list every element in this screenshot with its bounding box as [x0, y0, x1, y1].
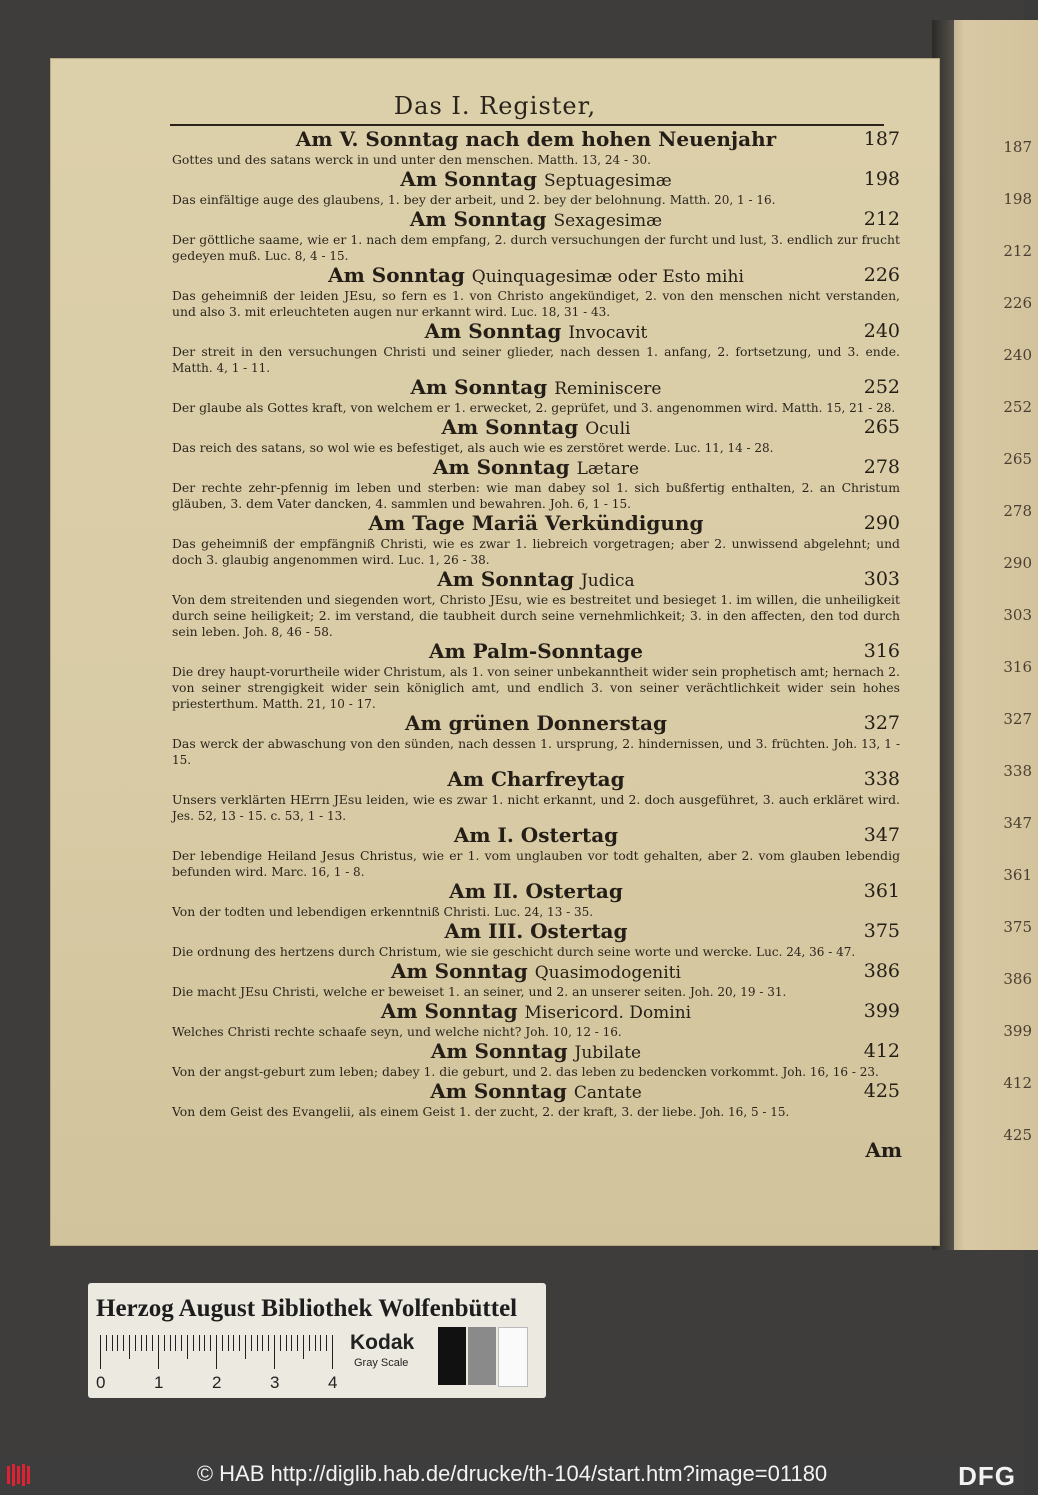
register-entry	[172, 208, 900, 264]
register-entry	[172, 264, 900, 320]
kodak-logo: Kodak	[350, 1331, 415, 1354]
register-entry	[172, 456, 900, 512]
ruler-tick	[297, 1335, 298, 1351]
entry-heading: Am V. Sonntag nach dem hohen Neuenjahr	[295, 127, 777, 151]
facing-page-number: 316	[1003, 658, 1032, 676]
entry-heading: Am grünen Donnerstag	[405, 711, 667, 735]
ruler-tick	[216, 1335, 217, 1369]
ruler-tick	[233, 1335, 234, 1351]
ruler-tick	[187, 1335, 188, 1359]
gray-scale-label: Gray Scale	[354, 1357, 409, 1369]
entry-heading: Am Sonntag	[430, 1039, 568, 1063]
register-entry	[172, 768, 900, 824]
entry-text: Das geheimniß der empfängniß Christi, wie es zwar 1. liebreich vorgetragen; aber 2. unwissend abgelehnt; und doch 3. glaubig angenommen wird.	[172, 536, 900, 567]
entry-heading: Am Sonntag	[441, 415, 579, 439]
book-page	[50, 58, 940, 1246]
entry-title	[172, 920, 900, 944]
entry-text: Von dem streitenden und siegenden wort, Christo JEsu, wie es bestreitet und besieget 1. im willen, die unheiligkeit durch seine heiligkeit; 2. im verstand, die taubheit durch seine vernehmlichkeit; 3. in den affecten, den tod durch sein leben.	[172, 592, 900, 639]
ruler-tick	[141, 1335, 142, 1351]
entry-bible-reference: Luc. 24, 13 - 35.	[494, 905, 594, 919]
ruler-tick	[228, 1335, 229, 1351]
black-swatch	[438, 1327, 466, 1385]
entry-heading: Am Sonntag	[430, 1079, 567, 1103]
ruler-tick	[315, 1335, 316, 1351]
entry-latin-name: Misericord. Domini	[524, 1003, 692, 1023]
facing-page-number: 198	[1003, 190, 1032, 208]
ruler-tick	[146, 1335, 147, 1351]
register-entry	[172, 1040, 900, 1080]
entry-heading: Am Palm-Sonntage	[429, 639, 643, 663]
entry-latin-name: Jubilate	[574, 1043, 642, 1063]
entry-description	[172, 792, 900, 824]
ruler-tick	[303, 1335, 304, 1359]
entry-title	[172, 128, 900, 152]
entry-latin-name: Cantate	[573, 1083, 642, 1103]
ruler-tick	[291, 1335, 292, 1351]
entry-heading: Am Sonntag	[391, 959, 528, 983]
entry-page-number: 412	[863, 1040, 900, 1062]
entry-description	[172, 480, 900, 512]
ruler-tick	[280, 1335, 281, 1351]
entry-title	[172, 824, 900, 848]
entry-bible-reference: Joh. 16, 5 - 15.	[700, 1105, 790, 1119]
entry-bible-reference: Luc. 18, 31 - 43.	[511, 305, 611, 319]
entry-page-number: 316	[863, 640, 900, 662]
facing-page-number: 212	[1003, 242, 1032, 260]
entry-title	[172, 376, 900, 400]
entry-title	[172, 768, 900, 792]
catchword: Am	[865, 1138, 902, 1162]
entry-description	[172, 152, 900, 168]
running-title: Das I. Register,	[393, 92, 597, 120]
ruler-tick	[309, 1335, 310, 1351]
entry-text: Unsers verklärten HErrn JEsu leiden, wie es zwar 1. nicht erkannt, und 2. doch ausgeführet, 3. auch erkläret wird.	[172, 792, 900, 807]
entry-bible-reference: Matth. 21, 10 - 17.	[262, 697, 376, 711]
entry-description	[172, 536, 900, 568]
entry-page-number: 290	[863, 512, 900, 534]
ruler-tick	[251, 1335, 252, 1351]
ruler-tick	[106, 1335, 107, 1351]
entry-latin-name: Oculi	[585, 419, 631, 439]
ruler-scale	[96, 1335, 338, 1392]
entry-heading: Am Sonntag	[400, 167, 537, 191]
entry-bible-reference: Joh. 20, 19 - 31.	[690, 985, 787, 999]
ruler-tick	[158, 1335, 159, 1369]
ruler-tick	[257, 1335, 258, 1351]
register-entry	[172, 920, 900, 960]
entry-bible-reference: Luc. 8, 4 - 15.	[264, 249, 349, 263]
register-entry	[172, 1080, 900, 1120]
entry-bible-reference: Matth. 13, 24 - 30.	[537, 153, 651, 167]
gray-swatch	[468, 1327, 496, 1385]
entry-page-number: 278	[863, 456, 900, 478]
entry-page-number: 338	[863, 768, 900, 790]
entry-bible-reference: Joh. 6, 1 - 15.	[549, 497, 631, 511]
ruler-tick	[175, 1335, 176, 1351]
register-entry	[172, 128, 900, 168]
footer-link[interactable]: © HAB http://diglib.hab.de/drucke/th-104/start.htm?image=01180	[196, 1461, 828, 1486]
entry-text: Gottes und des satans werck in und unter den menschen.	[172, 152, 534, 167]
entry-description	[172, 400, 900, 416]
entry-title	[172, 880, 900, 904]
entry-bible-reference: Matth. 15, 21 - 28.	[781, 401, 896, 415]
ruler-tick	[129, 1335, 130, 1359]
facing-page-number: 278	[1003, 502, 1032, 520]
facing-page-number: 327	[1003, 710, 1032, 728]
entry-text: Welches Christi rechte schaafe seyn, und welche nicht?	[172, 1024, 522, 1039]
entry-title	[172, 640, 900, 664]
entry-bible-reference: Joh. 13, 1 - 15.	[172, 737, 901, 767]
ruler-tick	[123, 1335, 124, 1351]
ruler-tick	[199, 1335, 200, 1351]
facing-page-number: 226	[1003, 294, 1032, 312]
entry-page-number: 375	[863, 920, 900, 942]
register-entry	[172, 512, 900, 568]
ruler-tick	[135, 1335, 136, 1351]
entry-description	[172, 1104, 900, 1120]
register-entry	[172, 824, 900, 880]
entry-heading: Am Charfreytag	[447, 767, 625, 791]
header-rule	[170, 124, 884, 126]
register-entry	[172, 1000, 900, 1040]
ruler-tick	[181, 1335, 182, 1351]
entry-description	[172, 1064, 900, 1080]
entry-title	[172, 168, 900, 192]
ruler-tick	[245, 1335, 246, 1359]
facing-page-number: 265	[1003, 450, 1032, 468]
entry-heading: Am II. Ostertag	[449, 879, 623, 903]
entry-page-number: 252	[863, 376, 900, 398]
entry-title	[172, 320, 900, 344]
ruler-tick	[112, 1335, 113, 1351]
facing-page-number: 290	[1003, 554, 1032, 572]
entry-title	[172, 208, 900, 232]
entry-title	[172, 456, 900, 480]
ruler-number: 0	[96, 1373, 106, 1392]
entry-heading: Am Sonntag	[328, 263, 465, 287]
entry-text: Das geheimniß der leiden JEsu, so fern es 1. von Christo angekündiget, 2. von den menschen nicht verstanden, und also 3. mit erleuchteten augen nur erkannt wird.	[172, 288, 900, 319]
facing-page-number: 399	[1003, 1022, 1032, 1040]
entry-bible-reference: Joh. 10, 12 - 16.	[525, 1025, 622, 1039]
color-target-card	[88, 1283, 546, 1398]
facing-page-number: 375	[1003, 918, 1032, 936]
facing-page-number: 187	[1003, 138, 1032, 156]
entry-latin-name: Septuagesimæ	[543, 171, 672, 191]
entry-text: Von der todten und lebendigen erkenntniß Christi.	[172, 904, 491, 919]
entry-text: Das einfältige auge des glaubens, 1. bey der arbeit, und 2. bey der belohnung.	[172, 192, 666, 207]
register-entry	[172, 960, 900, 1000]
ruler-number: 2	[212, 1373, 222, 1392]
entry-heading: Am Sonntag	[424, 319, 562, 343]
entry-description	[172, 664, 900, 712]
ruler-tick	[320, 1335, 321, 1351]
entry-heading: Am Sonntag	[410, 375, 548, 399]
entry-bible-reference: Joh. 8, 46 - 58.	[244, 625, 333, 639]
entry-bible-reference: Matth. 4, 1 - 11.	[172, 361, 271, 375]
ruler-tick	[239, 1335, 240, 1351]
entry-description	[172, 232, 900, 264]
entry-heading: Am I. Ostertag	[453, 823, 619, 847]
entry-text: Die ordnung des hertzens durch Christum, wie sie geschicht durch seine worte und wercke.	[172, 944, 753, 959]
entry-page-number: 198	[863, 168, 900, 190]
entry-heading: Am Sonntag	[432, 455, 570, 479]
entry-description	[172, 904, 900, 920]
entry-latin-name: Judica	[580, 571, 635, 591]
ruler-tick	[326, 1335, 327, 1351]
entry-page-number: 425	[863, 1080, 900, 1102]
entry-heading: Am Sonntag	[409, 207, 547, 231]
ruler-tick	[286, 1335, 287, 1351]
ruler-tick	[332, 1335, 333, 1369]
entry-text: Von dem Geist des Evangelii, als einem Geist 1. der zucht, 2. der kraft, 3. der liebe.	[172, 1104, 697, 1119]
ruler-tick	[222, 1335, 223, 1351]
entry-title	[172, 1080, 900, 1104]
entry-title	[172, 1000, 900, 1024]
ruler-tick	[170, 1335, 171, 1351]
facing-page-number: 412	[1003, 1074, 1032, 1092]
entry-page-number: 386	[863, 960, 900, 982]
entry-latin-name: Quinquagesimæ oder Esto mihi	[471, 267, 744, 287]
ruler-number: 4	[328, 1373, 338, 1392]
entry-text: Der rechte zehr-pfennig im leben und sterben: wie man dabey sol 1. sich bußfertig enthalten, 2. an Christum gläuben, 3. dem Vater dancken, 4. sammlen und bewahren.	[172, 480, 900, 511]
ruler-tick	[152, 1335, 153, 1351]
entry-title	[172, 568, 900, 592]
entry-bible-reference: Joh. 16, 16 - 23.	[782, 1065, 879, 1079]
entry-text: Das werck der abwaschung von den sünden, nach dessen 1. ursprung, 2. hindernissen, und 3. früchten.	[172, 736, 830, 751]
facing-page-number: 361	[1003, 866, 1032, 884]
facing-page-number: 338	[1003, 762, 1032, 780]
entry-page-number: 347	[863, 824, 900, 846]
register-entry	[172, 568, 900, 640]
entry-page-number: 187	[863, 128, 900, 150]
register-entry	[172, 168, 900, 208]
entry-bible-reference: Matth. 20, 1 - 16.	[669, 193, 776, 207]
facing-page-number: 347	[1003, 814, 1032, 832]
entry-heading: Am Sonntag	[437, 567, 574, 591]
register-entry	[172, 880, 900, 920]
entry-page-number: 265	[863, 416, 900, 438]
entry-description	[172, 736, 900, 768]
entry-text: Von der angst-geburt zum leben; dabey 1. die geburt, und 2. das leben zu bedencken vorkommt.	[172, 1064, 779, 1079]
entry-text: Der streit in den versuchungen Christi und seiner glieder, nach dessen 1. anfang, 2. fortsetzung, und 3. ende.	[172, 344, 900, 359]
entry-page-number: 361	[863, 880, 900, 902]
entry-description	[172, 944, 900, 960]
ruler-tick	[262, 1335, 263, 1351]
entry-page-number: 226	[863, 264, 900, 286]
white-swatch	[498, 1327, 528, 1387]
entry-latin-name: Reminiscere	[554, 379, 662, 399]
entry-page-number: 240	[863, 320, 900, 342]
register-entry	[172, 712, 900, 768]
entry-text: Der göttliche saame, wie er 1. nach dem empfang, 2. durch versuchungen der furcht und lust, 3. endlich zur frucht gedeyen muß.	[172, 232, 900, 263]
entry-text: Die macht JEsu Christi, welche er beweiset 1. an seiner, und 2. an unserer seiten.	[172, 984, 687, 999]
entry-latin-name: Quasimodogeniti	[534, 963, 681, 983]
entry-page-number: 327	[863, 712, 900, 734]
entry-heading: Am Sonntag	[380, 999, 518, 1023]
ruler-tick	[268, 1335, 269, 1351]
register-entry	[172, 416, 900, 456]
ruler-number: 3	[270, 1373, 280, 1392]
ruler-tick	[204, 1335, 205, 1351]
library-name: Herzog August Bibliothek Wolfenbüttel	[96, 1295, 518, 1322]
entry-description	[172, 288, 900, 320]
entry-text: Der glaube als Gottes kraft, von welchem er 1. erwecket, 2. geprüfet, und 3. angenommen wird.	[172, 400, 778, 415]
entry-page-number: 303	[863, 568, 900, 590]
entry-page-number: 212	[863, 208, 900, 230]
entry-description	[172, 984, 900, 1000]
entry-title	[172, 264, 900, 288]
ruler-tick	[193, 1335, 194, 1351]
ruler-tick	[100, 1335, 101, 1369]
ruler-tick	[210, 1335, 211, 1351]
facing-page-number: 303	[1003, 606, 1032, 624]
entry-description	[172, 592, 900, 640]
entry-description	[172, 192, 900, 208]
register-entry	[172, 376, 900, 416]
entry-description	[172, 440, 900, 456]
entry-latin-name: Invocavit	[568, 323, 648, 343]
entry-bible-reference: Luc. 24, 36 - 47.	[756, 945, 856, 959]
register-entry	[172, 320, 900, 376]
entry-title	[172, 1040, 900, 1064]
facing-page-number: 240	[1003, 346, 1032, 364]
register-entry	[172, 640, 900, 712]
entry-title	[172, 712, 900, 736]
ruler-tick	[117, 1335, 118, 1351]
entry-bible-reference: Marc. 16, 1 - 8.	[271, 865, 365, 879]
entry-latin-name: Lætare	[576, 459, 640, 479]
entry-title	[172, 416, 900, 440]
entry-latin-name: Sexagesimæ	[553, 211, 663, 231]
ruler-tick	[164, 1335, 165, 1351]
entry-bible-reference: Jes. 52, 13 - 15. c. 53, 1 - 13.	[172, 809, 347, 823]
facing-page-number: 386	[1003, 970, 1032, 988]
entry-title	[172, 512, 900, 536]
entry-description	[172, 848, 900, 880]
ruler-tick	[274, 1335, 275, 1369]
entry-page-number: 399	[863, 1000, 900, 1022]
facing-page-number: 252	[1003, 398, 1032, 416]
ruler-number: 1	[154, 1373, 164, 1392]
entry-text: Der lebendige Heiland Jesus Christus, wie er 1. vom unglauben vor todt gehalten, aber 2. vom glauben lebendig befunden wird.	[172, 848, 900, 879]
entry-bible-reference: Luc. 1, 26 - 38.	[398, 553, 490, 567]
entry-title	[172, 960, 900, 984]
entry-text: Das reich des satans, so wol wie es befestiget, als auch wie es zerstöret werde.	[172, 440, 671, 455]
facing-page-edge	[948, 20, 1038, 1250]
entry-heading: Am Tage Mariä Verkündigung	[368, 511, 704, 535]
entry-bible-reference: Luc. 11, 14 - 28.	[674, 441, 774, 455]
entry-description	[172, 1024, 900, 1040]
facing-page-number: 425	[1003, 1126, 1032, 1144]
entry-heading: Am III. Ostertag	[444, 919, 628, 943]
footer-bar	[0, 1455, 1024, 1495]
entry-text: Die drey haupt-vorurtheile wider Christum, als 1. von seiner unbekanntheit wider sein prophetisch amt; hernach 2. von seiner strengigkeit wider sein königlich amt, und endlich 3. von seiner verächtlichkeit wider sein hohes priesterthum.	[172, 664, 900, 711]
entry-description	[172, 344, 900, 376]
dfg-logo: DFG	[958, 1461, 1016, 1491]
register-entries	[172, 128, 900, 1120]
